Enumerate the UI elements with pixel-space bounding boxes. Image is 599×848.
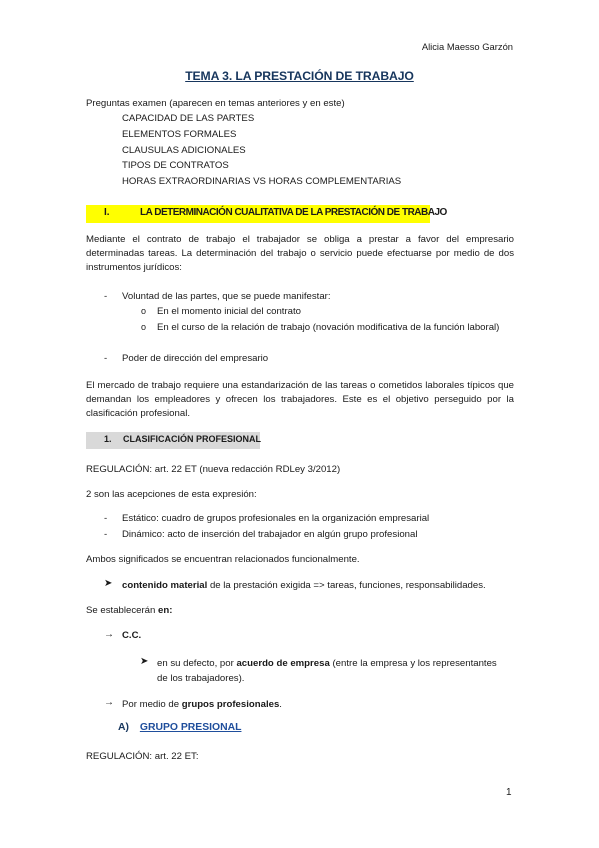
- right-arrow-icon: →: [104, 697, 114, 708]
- right-arrow-icon: →: [104, 629, 114, 640]
- paragraph: El mercado de trabajo requiere una estandarización de las tareas o cometidos laborales típicos que demandan los empleadores y ofrecen los trabajadores. Este es el objetivo perseguido por la clasificación profesional.: [86, 380, 514, 419]
- list-subitem: En el curso de la relación de trabajo (novación modificativa de la función laboral): [157, 322, 500, 333]
- paragraph: Ambos significados se encuentran relacionados funcionalmente.: [86, 554, 360, 565]
- page-number: 1: [506, 787, 512, 798]
- exam-item: CLAUSULAS ADICIONALES: [122, 145, 246, 156]
- subsection-a-title: GRUPO PRESIONAL: [139, 722, 242, 733]
- dash-bullet: -: [104, 513, 108, 524]
- list-item: Dinámico: acto de inserción del trabajador en algún grupo profesional: [122, 529, 418, 540]
- regulation-text: REGULACIÓN: art. 22 ET:: [86, 751, 199, 762]
- section-number: I.: [104, 207, 110, 218]
- circle-bullet-icon: o: [141, 322, 147, 332]
- exam-item: ELEMENTOS FORMALES: [122, 129, 237, 140]
- list-item: Por medio de grupos profesionales.: [122, 699, 282, 710]
- exam-item: HORAS EXTRAORDINARIAS VS HORAS COMPLEMENTARIAS: [122, 176, 402, 187]
- list-item: Estático: cuadro de grupos profesionales en la organización empresarial: [122, 513, 430, 524]
- section-heading: [86, 205, 447, 223]
- subsection-title: CLASIFICACIÓN PROFESIONAL: [123, 434, 262, 444]
- list-item: Poder de dirección del empresario: [122, 353, 269, 364]
- author-name: Alicia Maesso Garzón: [421, 41, 513, 52]
- dash-bullet: -: [104, 529, 108, 540]
- list-subitem: En el momento inicial del contrato: [157, 306, 301, 317]
- paragraph: Mediante el contrato de trabajo el trabajador se obliga a prestar a favor del empresario determinadas tareas. La determinación del trabajo o servicio puede efectuarse por medio de dos instrumentos jurídicos:: [86, 234, 514, 273]
- regulation-text: REGULACIÓN: art. 22 ET (nueva redacción RDLey 3/2012): [86, 464, 341, 475]
- exam-intro: Preguntas examen (aparecen en temas anteriores y en este): [86, 98, 345, 109]
- subsection-heading: [86, 432, 260, 449]
- list-item: Voluntad de las partes, que se puede manifestar:: [122, 291, 331, 302]
- dash-bullet: -: [104, 291, 108, 302]
- section-title: LA DETERMINACIÓN CUALITATIVA DE LA PRESTACIÓN DE TRABAJO: [140, 207, 447, 218]
- subsection-letter: A): [118, 722, 129, 733]
- list-item: contenido material de la prestación exigida => tareas, funciones, responsabilidades.: [122, 580, 486, 591]
- list-subitem: de los trabajadores).: [157, 673, 245, 684]
- paragraph: Se establecerán en:: [86, 605, 173, 616]
- page-title: TEMA 3. LA PRESTACIÓN DE TRABAJO: [185, 69, 414, 83]
- arrow-bullet-icon: ➤: [104, 578, 113, 589]
- exam-item: CAPACIDAD DE LAS PARTES: [122, 113, 255, 124]
- subsection-number: 1.: [104, 434, 112, 444]
- exam-item: TIPOS DE CONTRATOS: [122, 160, 229, 171]
- list-subitem: en su defecto, por acuerdo de empresa (entre la empresa y los representantes: [157, 658, 497, 669]
- circle-bullet-icon: o: [141, 306, 147, 316]
- subsection-a-heading: [118, 722, 241, 733]
- dash-bullet: -: [104, 353, 108, 364]
- list-item: C.C.: [122, 630, 142, 641]
- arrow-bullet-icon: ➤: [140, 656, 149, 667]
- paragraph: 2 son las acepciones de esta expresión:: [86, 489, 257, 500]
